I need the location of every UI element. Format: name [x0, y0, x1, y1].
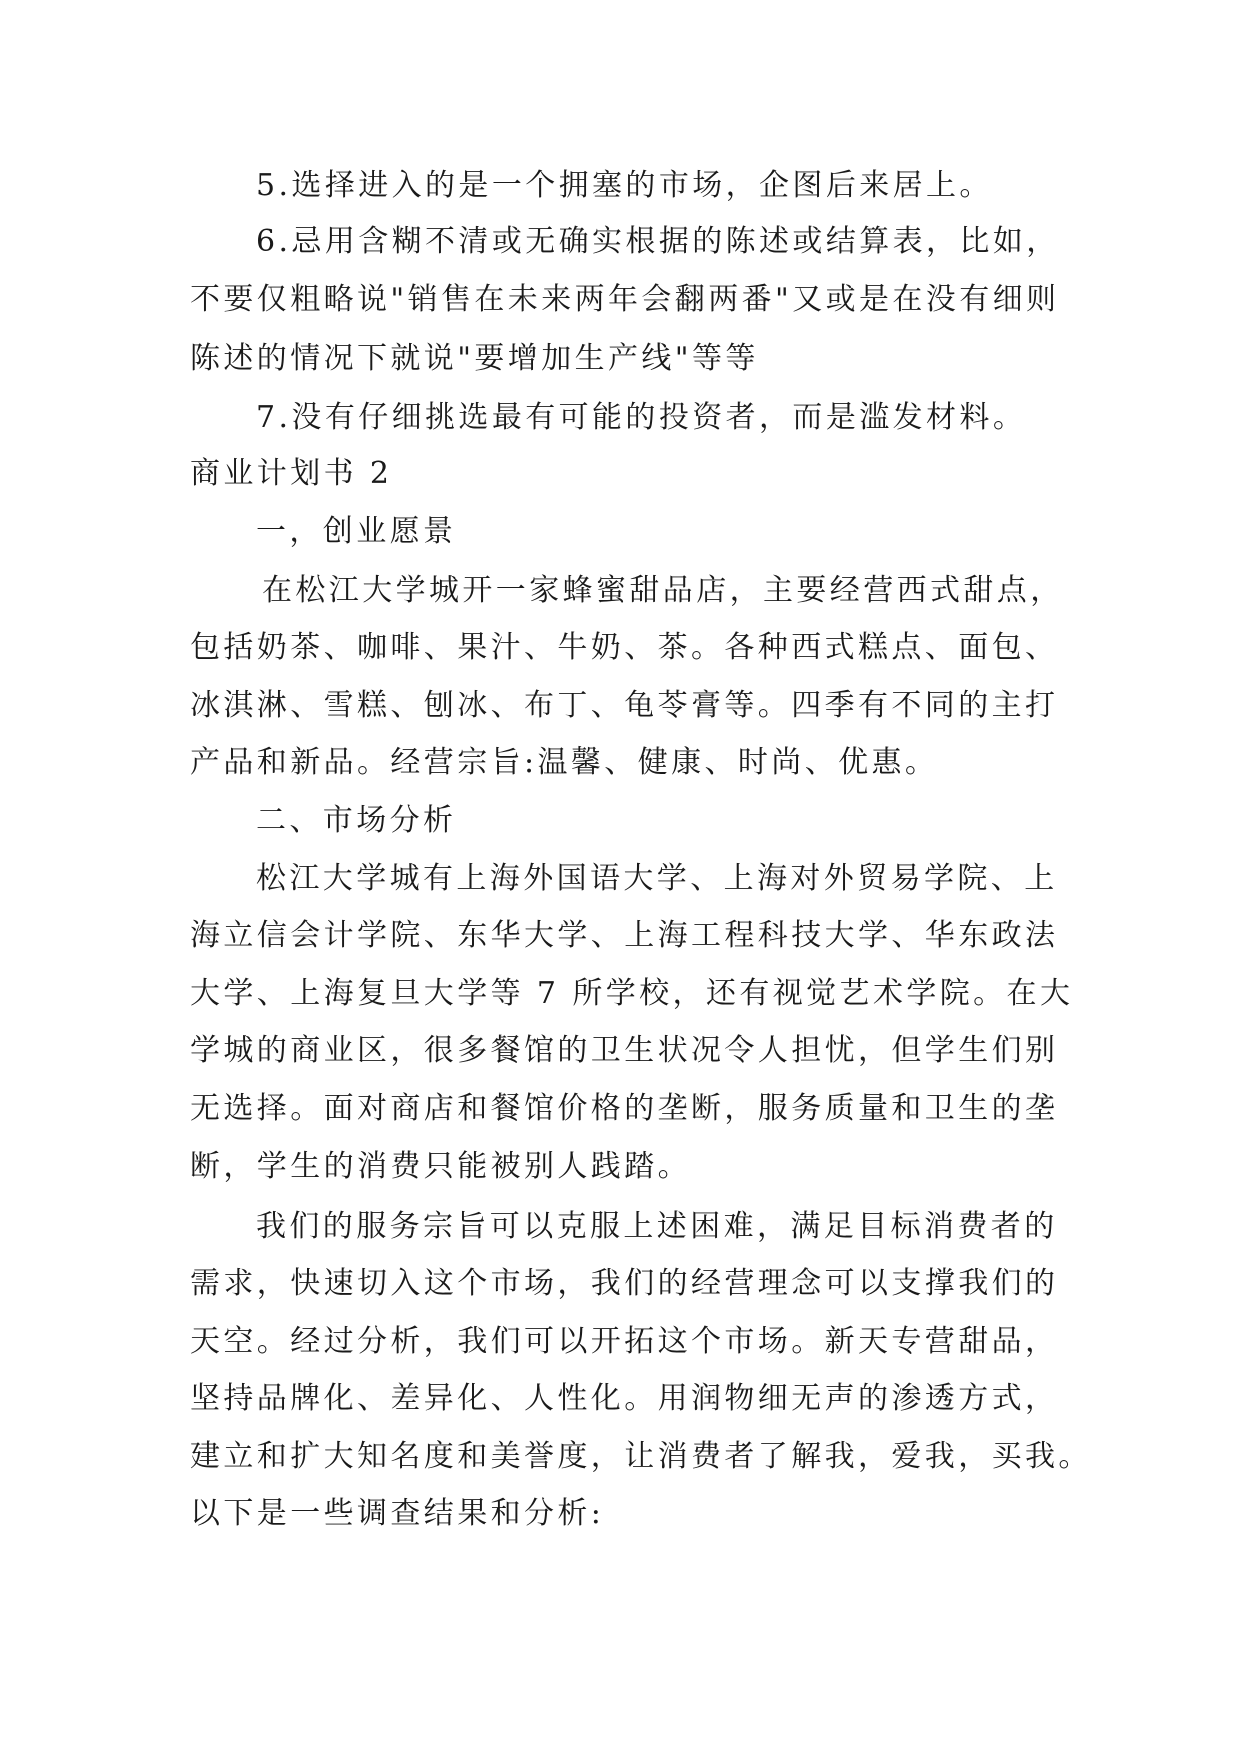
text-line: 包括奶茶、咖啡、果汁、牛奶、茶。各种西式糕点、面包、 — [190, 630, 1059, 665]
text-line: 坚持品牌化、差异化、人性化。用润物细无声的渗透方式， — [190, 1381, 1059, 1416]
text-line: 断，学生的消费只能被别人践踏。 — [190, 1149, 691, 1184]
text-line: 产品和新品。经营宗旨:温馨、健康、时尚、优惠。 — [190, 745, 939, 780]
text-line: 学城的商业区，很多餐馆的卫生状况令人担忧，但学生们别 — [190, 1033, 1059, 1068]
text-line: 建立和扩大知名度和美誉度，让消费者了解我，爱我，买我。 — [190, 1439, 1092, 1474]
text-line: 无选择。面对商店和餐馆价格的垄断，服务质量和卫生的垄 — [190, 1091, 1059, 1126]
text-line: 5.选择进入的是一个拥塞的市场，企图后来居上。 — [256, 168, 993, 203]
text-line: 需求，快速切入这个市场，我们的经营理念可以支撑我们的 — [190, 1266, 1059, 1301]
section-heading: 商业计划书 2 — [190, 456, 393, 491]
text-line: 7.没有仔细挑选最有可能的投资者，而是滥发材料。 — [256, 400, 1027, 435]
text-line: 以下是一些调查结果和分析: — [190, 1496, 605, 1531]
text-line: 陈述的情况下就说"要增加生产线"等等 — [190, 341, 759, 376]
text-line: 天空。经过分析，我们可以开拓这个市场。新天专营甜品， — [190, 1324, 1059, 1359]
text-line: 松江大学城有上海外国语大学、上海对外贸易学院、上 — [256, 861, 1058, 896]
text-line: 我们的服务宗旨可以克服上述困难，满足目标消费者的 — [256, 1209, 1058, 1244]
text-line: 6.忌用含糊不清或无确实根据的陈述或结算表，比如， — [256, 224, 1060, 259]
text-line: 在松江大学城开一家蜂蜜甜品店，主要经营西式甜点， — [262, 573, 1064, 608]
subsection-heading: 二、市场分析 — [256, 803, 457, 838]
text-line: 冰淇淋、雪糕、刨冰、布丁、龟苓膏等。四季有不同的主打 — [190, 688, 1059, 723]
text-line: 大学、上海复旦大学等 7 所学校，还有视觉艺术学院。在大 — [190, 976, 1074, 1011]
text-line: 海立信会计学院、东华大学、上海工程科技大学、华东政法 — [190, 918, 1059, 953]
subsection-heading: 一，创业愿景 — [256, 514, 457, 549]
text-line: 不要仅粗略说"销售在未来两年会翻两番"又或是在没有细则 — [190, 282, 1060, 317]
